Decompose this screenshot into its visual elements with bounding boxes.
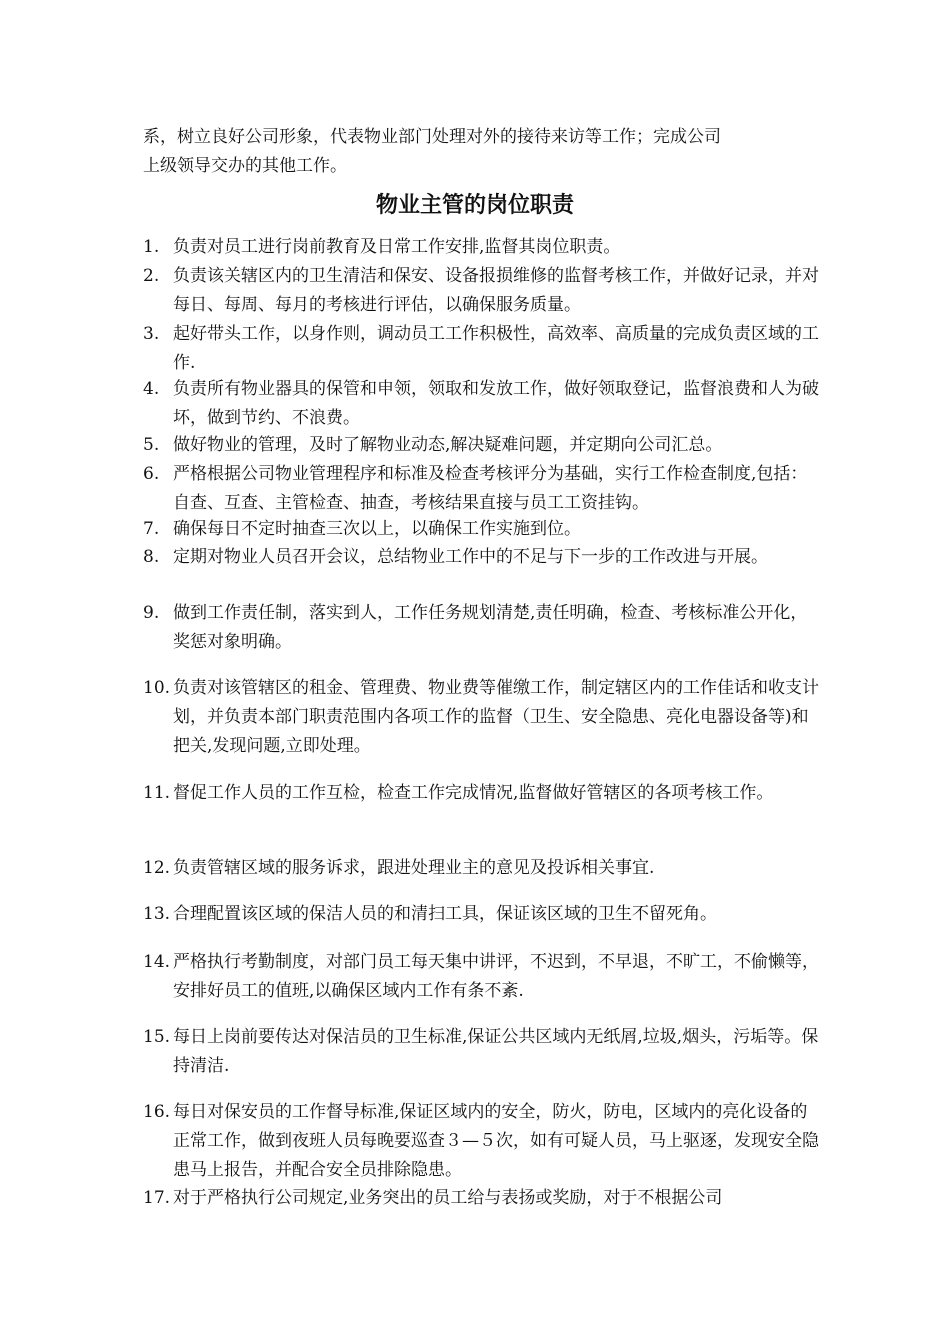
item-number: 15. xyxy=(143,1027,171,1047)
list-item xyxy=(143,320,823,378)
intro-line-1: 系，树立良好公司形象，代表物业部门处理对外的接待来访等工作；完成公司 xyxy=(143,127,721,147)
list-item xyxy=(143,460,823,518)
item-number: 2. xyxy=(143,266,160,286)
item-text: 每日对保安员的工作督导标准,保证区域内的安全，防火，防电，区域内的亮化设备的正常工作，做到夜班人员每晚要巡查３—５次，如有可疑人员，马上驱逐，发现安全隐患马上报告，并配合安全员排除隐患。 xyxy=(173,1102,819,1180)
list-item xyxy=(143,515,823,544)
list-item xyxy=(143,233,823,262)
item-number: 4. xyxy=(143,379,160,399)
list-item xyxy=(143,779,823,808)
item-text: 合理配置该区域的保洁人员的和清扫工具，保证该区域的卫生不留死角。 xyxy=(173,904,717,924)
item-number: 13. xyxy=(143,904,171,924)
list-item xyxy=(143,1023,823,1081)
item-number: 14. xyxy=(143,952,171,972)
item-text: 每日上岗前要传达对保洁员的卫生标准,保证公共区域内无纸屑,垃圾,烟头，污垢等。保持清洁. xyxy=(173,1027,819,1076)
item-text: 负责该关辖区内的卫生清洁和保安、设备报损维修的监督考核工作，并做好记录，并对每日、每周、每月的考核进行评估，以确保服务质量。 xyxy=(173,266,819,315)
item-text: 负责管辖区域的服务诉求，跟进处理业主的意见及投诉相关事宜. xyxy=(173,858,655,878)
item-text: 定期对物业人员召开会议，总结物业工作中的不足与下一步的工作改进与开展。 xyxy=(173,547,768,567)
item-text: 严格执行考勤制度，对部门员工每天集中讲评，不迟到，不早退，不旷工，不偷懒等，安排好员工的值班,以确保区域内工作有条不紊. xyxy=(173,952,819,1001)
section-title: 物业主管的岗位职责 xyxy=(375,193,574,218)
intro-line-2: 上级领导交办的其他工作。 xyxy=(143,156,347,176)
item-number: 10. xyxy=(143,678,171,698)
list-item xyxy=(143,599,823,657)
item-number: 11. xyxy=(143,783,171,803)
list-item xyxy=(143,854,823,883)
list-item xyxy=(143,543,823,572)
list-item xyxy=(143,1098,823,1185)
list-item xyxy=(143,262,823,320)
item-text: 做好物业的管理，及时了解物业动态,解决疑难问题，并定期向公司汇总。 xyxy=(173,435,723,455)
list-item xyxy=(143,431,823,460)
item-number: 8. xyxy=(143,547,160,567)
item-number: 7. xyxy=(143,519,160,539)
item-text: 负责所有物业器具的保管和申领，领取和发放工作，做好领取登记，监督浪费和人为破坏，做到节约、不浪费。 xyxy=(173,379,819,428)
item-number: 9. xyxy=(143,603,160,623)
item-text: 严格根据公司物业管理程序和标准及检查考核评分为基础，实行工作检查制度,包括：自查、互查、主管检查、抽查，考核结果直接与员工工资挂钩。 xyxy=(173,464,808,513)
item-number: 16. xyxy=(143,1102,171,1122)
item-number: 1. xyxy=(143,237,160,257)
list-item xyxy=(143,375,823,433)
item-number: 5. xyxy=(143,435,160,455)
item-number: 17. xyxy=(143,1188,171,1208)
list-item xyxy=(143,948,823,1006)
list-item xyxy=(143,1184,823,1213)
list-item xyxy=(143,674,823,761)
list-item xyxy=(143,900,823,929)
item-text: 负责对该管辖区的租金、管理费、物业费等催缴工作，制定辖区内的工作佳话和收支计划，并负责本部门职责范围内各项工作的监督（卫生、安全隐患、亮化电器设备等)和把关,发现问题,立即处理。 xyxy=(173,678,819,756)
item-number: 12. xyxy=(143,858,171,878)
item-text: 做到工作责任制，落实到人，工作任务规划清楚,责任明确，检查、考核标准公开化，奖惩对象明确。 xyxy=(173,603,808,652)
item-text: 负责对员工进行岗前教育及日常工作安排,监督其岗位职责。 xyxy=(173,237,621,257)
item-number: 6. xyxy=(143,464,160,484)
item-text: 督促工作人员的工作互检，检查工作完成情况,监督做好管辖区的各项考核工作。 xyxy=(173,783,774,803)
item-text: 起好带头工作，以身作则，调动员工工作积极性，高效率、高质量的完成负责区域的工作. xyxy=(173,324,819,373)
item-text: 对于严格执行公司规定,业务突出的员工给与表扬或奖励，对于不根据公司 xyxy=(173,1188,723,1208)
item-text: 确保每日不定时抽查三次以上，以确保工作实施到位。 xyxy=(173,519,581,539)
item-number: 3. xyxy=(143,324,160,344)
